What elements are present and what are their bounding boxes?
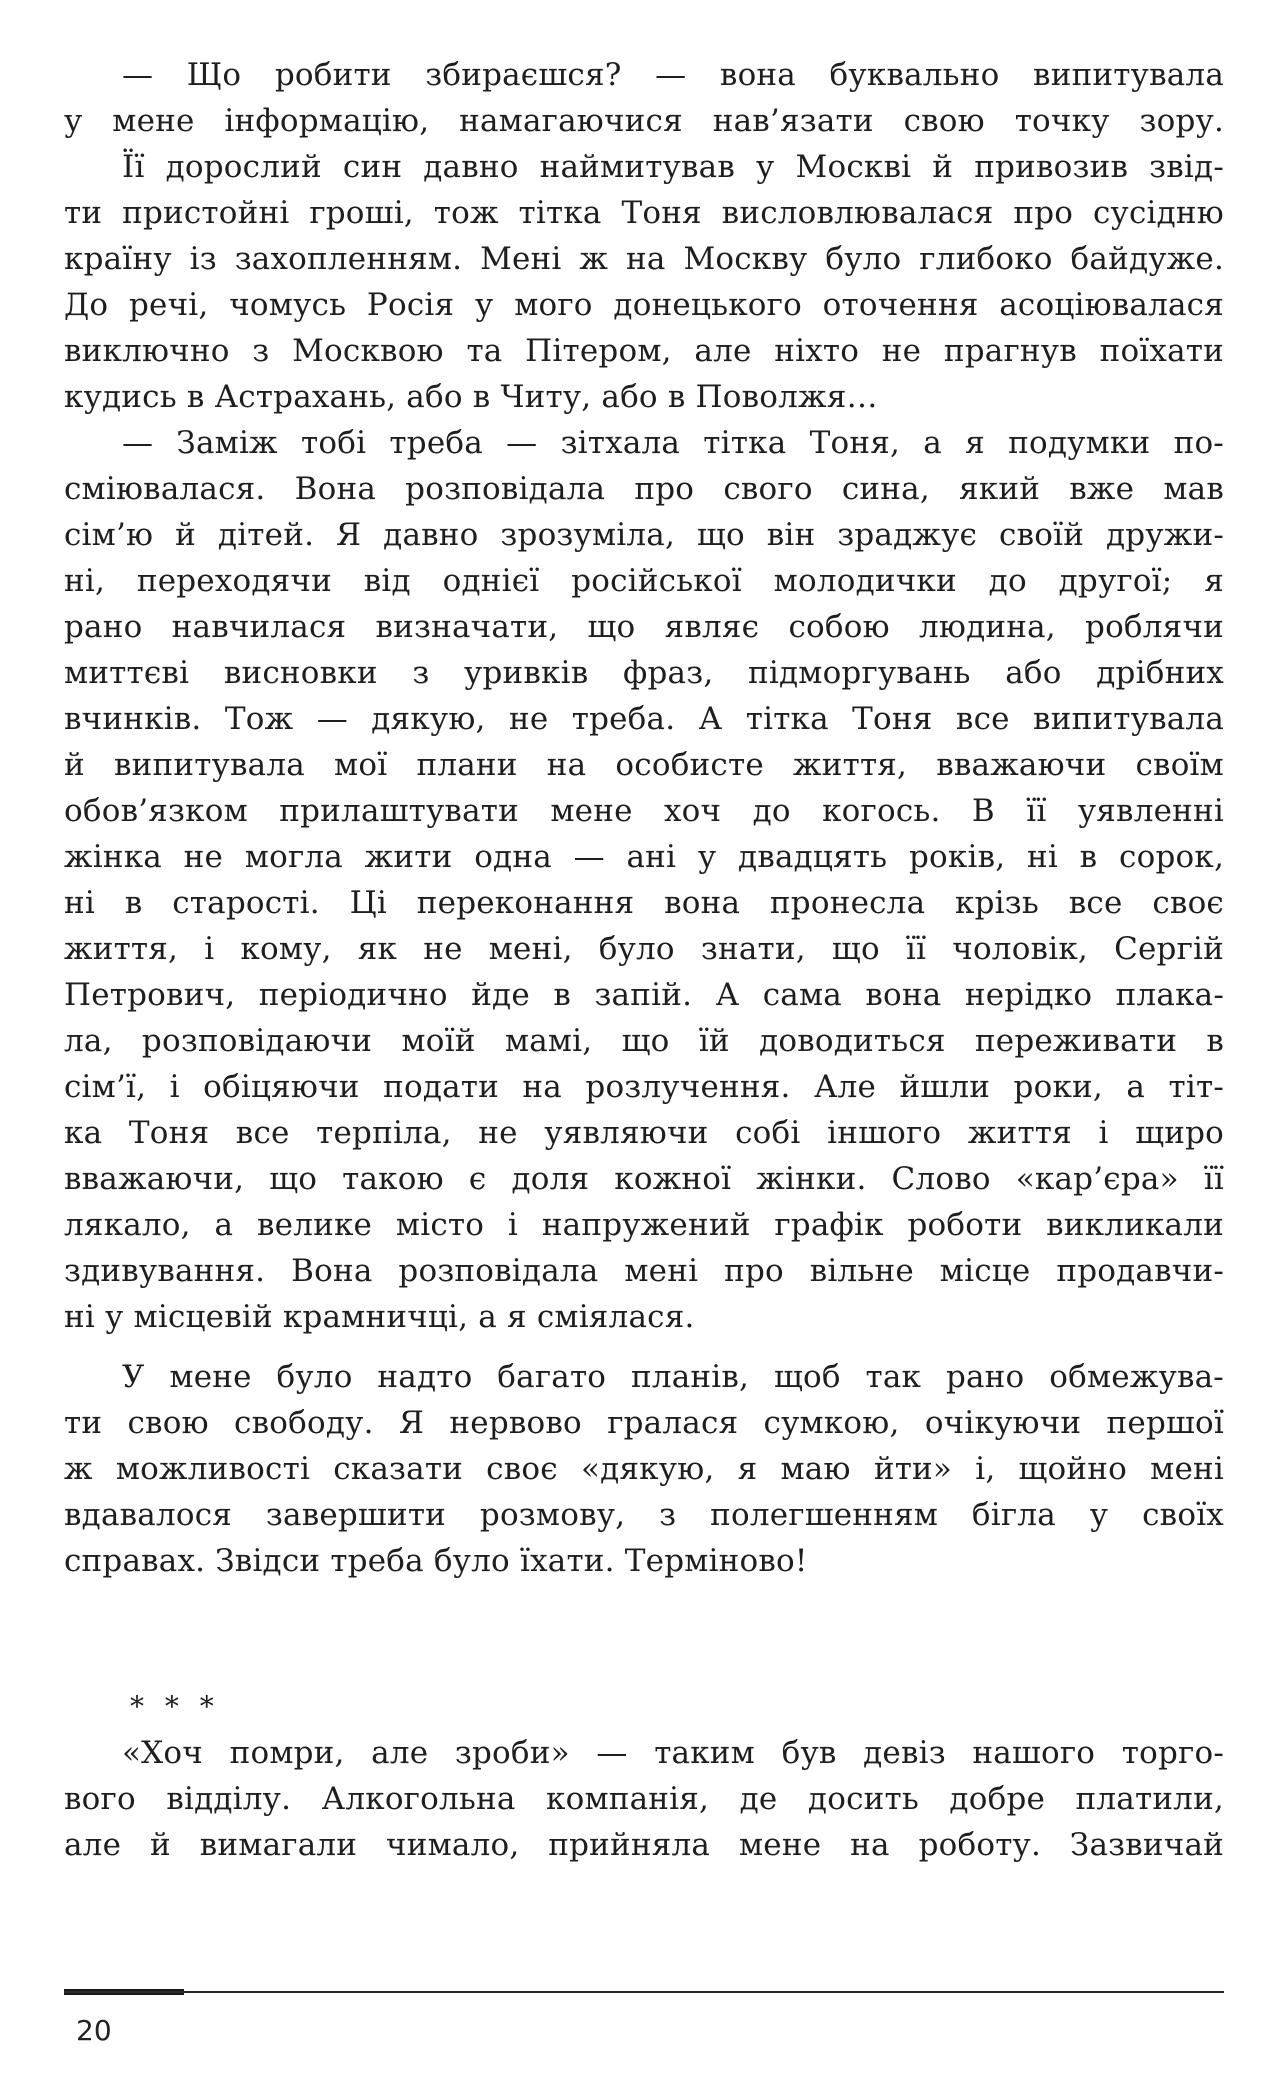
text-line: здивування. Вона розповідала мені про вільне місце продавчи-: [64, 1253, 1224, 1289]
paragraph-4: [64, 1354, 1224, 1584]
text-line: ні в старості. Ці переконання вона пронесла крізь все своє: [64, 885, 1224, 921]
section-separator: * * *: [130, 1690, 220, 1723]
section-gap: [64, 1584, 1224, 1684]
text-line: але й вимагали чимало, прийняла мене на роботу. Зазвичай: [64, 1827, 1224, 1863]
paragraph-5: [64, 1730, 1224, 1868]
text-line: ла, розповідаючи моїй мамі, що їй доводиться переживати в: [64, 1023, 1224, 1059]
paragraph-3: [64, 420, 1224, 1340]
text-line: ж можливості сказати своє «дякую, я маю йти» і, щойно мені: [64, 1451, 1224, 1487]
text-line: «Хоч помри, але зроби» — таким був девіз нашого торго-: [122, 1735, 1224, 1771]
text-line: До речі, чомусь Росія у мого донецького оточення асоціювалася: [64, 287, 1224, 323]
text-line: виключно з Москвою та Пітером, але ніхто не прагнув поїхати: [64, 333, 1224, 369]
text-line: сміювалася. Вона розповідала про свого сина, який вже мав: [64, 471, 1224, 507]
text-line: сім’ї, і обіцяючи подати на розлучення. Але йшли роки, а тіт-: [64, 1069, 1224, 1105]
text-line: країну із захопленням. Мені ж на Москву було глибоко байдуже.: [64, 241, 1224, 277]
text-line: рано навчилася визначати, що являє собою людина, роблячи: [64, 609, 1224, 645]
text-line: й випитувала мої плани на особисте життя, вважаючи своїм: [64, 747, 1224, 783]
text-line: у мене інформацію, намагаючися нав’язати свою точку зору.: [64, 103, 1224, 139]
text-line: сім’ю й дітей. Я давно зрозуміла, що він зраджує своїй дружи-: [64, 517, 1224, 553]
page-number: 20: [76, 2014, 112, 2047]
paragraph-gap: [64, 1340, 1224, 1354]
page-body: [64, 52, 1224, 1868]
footer-rule: [64, 1991, 1224, 1993]
text-line: ка Тоня все терпіла, не уявляючи собі іншого життя і щиро: [64, 1115, 1224, 1151]
text-line: — Що робити збираєшся? — вона буквально випитувала: [122, 57, 1224, 93]
text-line: життя, і кому, як не мені, було знати, що її чоловік, Сергій: [64, 931, 1224, 967]
text-line: ти пристойні гроші, тож тітка Тоня висловлювалася про сусідню: [64, 195, 1224, 231]
text-line: ні у місцевій крамничці, а я сміялася.: [64, 1299, 695, 1335]
text-line: миттєві висновки з уривків фраз, підморгувань або дрібних: [64, 655, 1224, 691]
text-line: вого відділу. Алкогольна компанія, де досить добре платили,: [64, 1781, 1224, 1817]
text-line: ти свою свободу. Я нервово гралася сумкою, очікуючи першої: [64, 1405, 1224, 1441]
paragraph-2: [64, 144, 1224, 420]
text-line: У мене було надто багато планів, щоб так рано обмежува-: [122, 1359, 1224, 1395]
text-line: справах. Звідси треба було їхати. Терміново!: [64, 1543, 808, 1579]
text-line: Петрович, періодично йде в запій. А сама вона нерідко плака-: [64, 977, 1224, 1013]
text-line: обов’язком прилаштувати мене хоч до когось. В її уявленні: [64, 793, 1224, 829]
text-line: ні, переходячи від однієї російської молодички до другої; я: [64, 563, 1224, 599]
text-line: кудись в Астрахань, або в Читу, або в Поволжя…: [64, 379, 878, 415]
text-line: вдавалося завершити розмову, з полегшенням бігла у своїх: [64, 1497, 1224, 1533]
paragraph-1: [64, 52, 1224, 144]
text-line: вважаючи, що такою є доля кожної жінки. Слово «кар’єра» її: [64, 1161, 1224, 1197]
text-line: Її дорослий син давно наймитував у Москві й привозив звід-: [122, 149, 1224, 185]
text-line: жінка не могла жити одна — ані у двадцять років, ні в сорок,: [64, 839, 1224, 875]
text-line: вчинків. Тож — дякую, не треба. А тітка Тоня все випитувала: [64, 701, 1224, 737]
text-line: — Заміж тобі треба — зітхала тітка Тоня, а я подумки по-: [122, 425, 1224, 461]
text-line: лякало, а велике місто і напружений графік роботи викликали: [64, 1207, 1224, 1243]
